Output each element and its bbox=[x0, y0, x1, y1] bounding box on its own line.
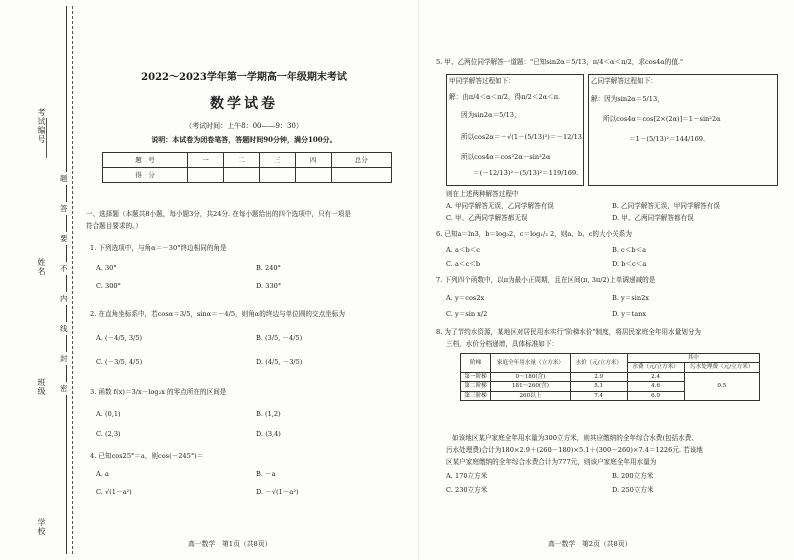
score-cell[interactable] bbox=[259, 168, 295, 183]
subject-title: 数学试卷 bbox=[210, 96, 278, 112]
q1-option-a: A. 30° bbox=[96, 264, 117, 272]
q6-stem: 6. 已知a＝ln3，b＝log₃2，c＝log₁/₂ 2，则a、b、c的大小关系为 bbox=[436, 230, 632, 238]
q5-option-a: A. 甲同学解答无误，乙同学解答有误 bbox=[446, 202, 554, 210]
score-header: 题 号 bbox=[103, 153, 188, 168]
q5-stem: 5. 甲、乙两位同学解答一道题："已知sin2α＝5/13，π/4＜α＜π/2，求cos4α的值." bbox=[436, 58, 684, 66]
th-sewage-fee: 污水处理费（元/立方米） bbox=[684, 363, 759, 372]
th-water-fee: 水费（元/立方米） bbox=[627, 363, 684, 372]
sewage-fee-cell: 0.5 bbox=[684, 372, 759, 400]
margin-dashed-line bbox=[72, 6, 73, 554]
q7-stem: 7. 下列四个函数中，以π为最小正周期，且在区间(π, 3π/2)上单调递减的是 bbox=[436, 276, 656, 284]
score-header: 四 bbox=[295, 153, 331, 168]
score-header: 二 bbox=[223, 153, 259, 168]
water-fee-cell: 2.4 bbox=[627, 372, 684, 381]
q1-option-b: B. 240° bbox=[256, 264, 281, 272]
q3-option-c: C. (2,3) bbox=[96, 430, 121, 438]
q8-desc-2: 污水处理费)合计为180×2.9＋(260－180)×5.1＋(300－260)×7.4＝1226元. 若该地 bbox=[446, 446, 703, 454]
exam-title: 2022～2023学年第一学期高一年级期末考试 bbox=[141, 72, 347, 83]
q1-option-d: D. 330° bbox=[256, 282, 282, 290]
tier-cell: 第三阶梯 bbox=[461, 391, 491, 400]
th-price: 水价（元/立方米） bbox=[570, 354, 627, 373]
page-2 bbox=[430, 0, 782, 560]
jia-line-1: 解：由π/4＜α＜π/2，得π/2＜2α＜π. bbox=[449, 93, 561, 101]
q8-option-a: A. 170立方米 bbox=[446, 472, 488, 480]
q8-stem-2: 三档，水价分档递增，具体标准如下： bbox=[446, 340, 559, 348]
q4-option-b: B. －a bbox=[256, 470, 276, 478]
q2-option-c: C. (－3/5, 4/5) bbox=[96, 358, 143, 366]
score-table bbox=[102, 152, 392, 183]
score-row-label: 得 分 bbox=[103, 168, 188, 183]
q5-option-c: C. 甲、乙两同学解答都无误 bbox=[446, 214, 528, 222]
water-price-table bbox=[460, 353, 760, 401]
q7-option-a: A. y＝cos2x bbox=[446, 294, 485, 302]
q8-desc-1: 如该地区某户家庭全年用水量为300立方米，则其应缴纳的全年综合水费(包括水费、 bbox=[452, 434, 698, 442]
seal-char-8: 密 bbox=[60, 384, 68, 393]
yi-line-2: 所以cos4α＝cos[2×(2α)]＝1－sin²2α bbox=[603, 115, 721, 123]
th-usage: 家庭全年用水量（立方米） bbox=[491, 354, 571, 373]
usage-cell: 260以上 bbox=[491, 391, 571, 400]
seal-char-5: 内 bbox=[60, 294, 68, 303]
score-header: 三 bbox=[259, 153, 295, 168]
yi-title: 乙同学解答过程如下： bbox=[591, 77, 657, 85]
q3-option-b: B. (1,2) bbox=[256, 410, 281, 418]
q6-option-c: C. a＜c＜b bbox=[446, 260, 481, 268]
section-1-heading-cont: 符合题目要求的。） bbox=[86, 222, 143, 230]
section-1-heading: 一、选择题（本题共8小题，每小题3分，共24分. 在每小题给出的四个选项中，只有一项是 bbox=[86, 210, 351, 218]
th-among: 其中 bbox=[627, 354, 759, 363]
q6-option-d: D. b＜c＜a bbox=[612, 260, 647, 268]
page-2-footer: 高一数学 第2页（共8页） bbox=[548, 540, 632, 548]
score-cell[interactable] bbox=[188, 168, 224, 183]
q7-option-c: C. y＝sin x/2 bbox=[446, 310, 488, 318]
q4-option-a: A. a bbox=[96, 470, 109, 478]
yi-line-3: ＝1－(5/13)²＝144/169. bbox=[629, 135, 706, 143]
score-cell[interactable] bbox=[331, 168, 392, 183]
q7-option-d: D. y＝tanx bbox=[612, 310, 647, 318]
q2-option-d: D. (4/5, －3/5) bbox=[256, 358, 303, 366]
margin-line bbox=[66, 6, 67, 554]
jia-line-3: 所以cos2α＝－√(1－(5/13)²)＝－12/13. bbox=[461, 133, 585, 141]
q4-stem: 4. 已知cos25°＝a，则cos(－245°)＝ bbox=[90, 452, 204, 460]
q2-option-b: B. (3/5, －4/5) bbox=[256, 334, 303, 342]
page-1-footer: 高一数学 第1页（共8页） bbox=[188, 540, 272, 548]
q4-option-c: C. √(1－a²) bbox=[96, 488, 132, 496]
q8-stem-1: 8. 为了节约水资源，某地区对居民用水实行"阶梯水价"制度，将居民家庭全年用水量划分为 bbox=[436, 328, 702, 336]
q2-stem: 2. 在直角坐标系中，若cosα＝3/5，sinα＝－4/5，则角α的终边与单位圆的交点坐标为 bbox=[90, 310, 345, 318]
q8-desc-3: 区某户家庭缴纳的全年综合水费合计为777元，则该户家庭全年用水量为 bbox=[446, 458, 657, 466]
water-fee-cell: 6.9 bbox=[627, 391, 684, 400]
exam-time: （考试时间：上午8：00——9：30） bbox=[185, 122, 303, 130]
q8-option-d: D. 250立方米 bbox=[612, 486, 654, 494]
score-cell[interactable] bbox=[295, 168, 331, 183]
q6-option-b: B. c＜b＜a bbox=[612, 246, 647, 254]
jia-solution-box bbox=[446, 74, 584, 186]
jia-line-4: 所以cos4α＝cos²2α－sin²2α bbox=[461, 153, 551, 161]
q8-option-c: C. 230立方米 bbox=[446, 486, 488, 494]
score-header: 一 bbox=[188, 153, 224, 168]
score-header: 总分 bbox=[331, 153, 392, 168]
seal-char-6: 线 bbox=[60, 324, 68, 333]
seal-char-4: 不 bbox=[60, 264, 68, 273]
exam-number-line bbox=[46, 118, 47, 158]
yi-solution-box bbox=[588, 74, 778, 186]
th-tier: 阶梯 bbox=[461, 354, 491, 373]
yi-line-1: 解：因为sin2α＝5/13， bbox=[591, 95, 664, 103]
q2-option-a: A. (－4/5, 3/5) bbox=[96, 334, 143, 342]
tier-cell: 第一阶梯 bbox=[461, 372, 491, 381]
exam-note: 说明：本试卷为闭卷笔答，答题时间90分钟，满分100分。 bbox=[151, 135, 337, 144]
seal-char-7: 封 bbox=[60, 354, 68, 363]
seal-char-1: 题 bbox=[60, 174, 68, 183]
jia-line-5: ＝(－12/13)²－(5/13)²＝119/169. bbox=[473, 169, 579, 177]
q1-stem: 1. 下列选项中，与角α＝－30°终边相同的角是 bbox=[90, 244, 227, 252]
tier-cell: 第二阶梯 bbox=[461, 382, 491, 391]
q3-option-a: A. (0,1) bbox=[96, 410, 121, 418]
price-cell: 7.4 bbox=[570, 391, 627, 400]
q8-option-b: B. 200立方米 bbox=[612, 472, 654, 480]
q5-option-b: B. 乙同学解答无误，甲同学解答有误 bbox=[612, 202, 720, 210]
name-label: 姓名 bbox=[37, 258, 46, 276]
seal-char-2: 答 bbox=[60, 204, 68, 213]
price-cell: 5.1 bbox=[570, 382, 627, 391]
jia-title: 甲同学解答过程如下： bbox=[449, 77, 515, 85]
jia-line-2: 因为sin2α＝5/13， bbox=[461, 111, 521, 119]
q3-stem: 3. 函数 f(x)＝3/x－log₂x 的零点所在的区间是 bbox=[90, 388, 227, 396]
q5-judge: 则在上述两种解答过程中 bbox=[446, 190, 519, 198]
seal-char-3: 要 bbox=[60, 234, 68, 243]
exam-number-label: 考试编号 bbox=[37, 108, 46, 144]
binding-margin bbox=[0, 0, 72, 560]
page-1 bbox=[84, 0, 404, 560]
q4-option-d: D. －√(1－a²) bbox=[256, 488, 299, 496]
score-cell[interactable] bbox=[223, 168, 259, 183]
price-cell: 2.9 bbox=[570, 372, 627, 381]
q3-option-d: D. (3,4) bbox=[256, 430, 281, 438]
school-label: 学校 bbox=[37, 518, 46, 536]
usage-cell: 0～180(含) bbox=[491, 372, 571, 381]
usage-cell: 181～260(含) bbox=[491, 382, 571, 391]
q5-option-d: D. 甲、乙两同学解答都有误 bbox=[612, 214, 694, 222]
q6-option-a: A. a＜b＜c bbox=[446, 246, 480, 254]
class-label: 班级 bbox=[37, 378, 46, 396]
water-fee-cell: 4.6 bbox=[627, 382, 684, 391]
q1-option-c: C. 300° bbox=[96, 282, 121, 290]
q7-option-b: B. y＝sin2x bbox=[612, 294, 650, 302]
page-divider bbox=[418, 0, 419, 560]
